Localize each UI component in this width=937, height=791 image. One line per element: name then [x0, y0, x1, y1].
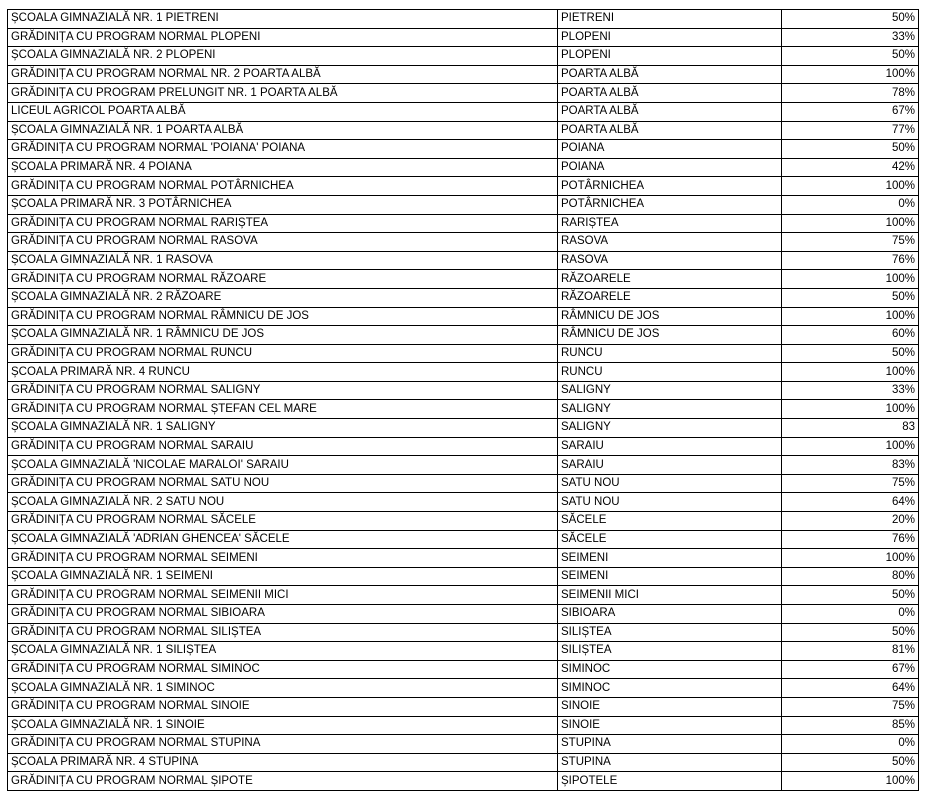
school-name-cell[interactable]: GRĂDINIȚA CU PROGRAM NORMAL SALIGNY	[8, 381, 558, 400]
school-name-cell[interactable]: GRĂDINIȚA CU PROGRAM NORMAL RĂZOARE	[8, 270, 558, 289]
table-row	[8, 772, 919, 791]
percentage-cell[interactable]: 50%	[782, 140, 919, 159]
school-name-cell[interactable]: GRĂDINIȚA CU PROGRAM NORMAL RÂMNICU DE JOS	[8, 307, 558, 326]
locality-cell[interactable]: SINOIE	[558, 716, 782, 735]
locality-cell[interactable]: SALIGNY	[558, 381, 782, 400]
percentage-cell[interactable]: 100%	[782, 549, 919, 568]
table-row	[8, 344, 919, 363]
percentage-cell[interactable]: 76%	[782, 251, 919, 270]
school-name-cell[interactable]: ȘCOALA PRIMARĂ NR. 4 STUPINA	[8, 753, 558, 772]
table-row	[8, 716, 919, 735]
percentage-cell[interactable]: 75%	[782, 697, 919, 716]
table-row	[8, 419, 919, 438]
table-row	[8, 549, 919, 568]
table-row	[8, 121, 919, 140]
table-row	[8, 10, 919, 29]
locality-cell[interactable]: SARAIU	[558, 437, 782, 456]
percentage-cell[interactable]: 100%	[782, 177, 919, 196]
table-row	[8, 28, 919, 47]
table-row	[8, 753, 919, 772]
percentage-cell[interactable]: 0%	[782, 735, 919, 754]
table-row	[8, 270, 919, 289]
percentage-cell[interactable]: 100%	[782, 214, 919, 233]
table-row	[8, 735, 919, 754]
percentage-cell[interactable]: 64%	[782, 679, 919, 698]
table-row	[8, 177, 919, 196]
percentage-cell[interactable]: 50%	[782, 288, 919, 307]
percentage-cell[interactable]: 100%	[782, 270, 919, 289]
school-name-cell[interactable]: GRĂDINIȚA CU PROGRAM NORMAL SARAIU	[8, 437, 558, 456]
school-name-cell[interactable]: GRĂDINIȚA CU PROGRAM NORMAL SIBIOARA	[8, 605, 558, 624]
school-percentage-table	[7, 9, 919, 791]
table-row	[8, 140, 919, 159]
table-row	[8, 288, 919, 307]
locality-cell[interactable]: POTÂRNICHEA	[558, 195, 782, 214]
locality-cell[interactable]: SATU NOU	[558, 493, 782, 512]
table-row	[8, 530, 919, 549]
percentage-cell[interactable]: 83%	[782, 456, 919, 475]
locality-cell[interactable]: RASOVA	[558, 251, 782, 270]
locality-cell[interactable]: SILIȘTEA	[558, 642, 782, 661]
locality-cell[interactable]: POARTA ALBĂ	[558, 121, 782, 140]
school-name-cell[interactable]: ȘCOALA GIMNAZIALĂ NR. 1 RÂMNICU DE JOS	[8, 326, 558, 345]
locality-cell[interactable]: STUPINA	[558, 753, 782, 772]
locality-cell[interactable]: POARTA ALBĂ	[558, 84, 782, 103]
percentage-cell[interactable]: 80%	[782, 567, 919, 586]
school-name-cell[interactable]: ȘCOALA GIMNAZIALĂ NR. 1 SILIȘTEA	[8, 642, 558, 661]
table-row	[8, 623, 919, 642]
percentage-cell[interactable]: 50%	[782, 10, 919, 29]
table-row	[8, 158, 919, 177]
percentage-cell[interactable]: 50%	[782, 344, 919, 363]
percentage-cell[interactable]: 100%	[782, 363, 919, 382]
locality-cell[interactable]: SĂCELE	[558, 512, 782, 531]
percentage-cell[interactable]: 50%	[782, 586, 919, 605]
table-row	[8, 567, 919, 586]
table-row	[8, 400, 919, 419]
percentage-cell[interactable]: 85%	[782, 716, 919, 735]
locality-cell[interactable]: PLOPENI	[558, 28, 782, 47]
school-name-cell[interactable]: GRĂDINIȚA CU PROGRAM NORMAL ȘIPOTE	[8, 772, 558, 791]
locality-cell[interactable]: SATU NOU	[558, 474, 782, 493]
school-name-cell[interactable]: ȘCOALA GIMNAZIALĂ NR. 1 RASOVA	[8, 251, 558, 270]
locality-cell[interactable]: SIMINOC	[558, 679, 782, 698]
locality-cell[interactable]: RĂZOARELE	[558, 270, 782, 289]
table-row	[8, 697, 919, 716]
percentage-cell[interactable]: 33%	[782, 381, 919, 400]
school-name-cell[interactable]: GRĂDINIȚA CU PROGRAM NORMAL RARIȘTEA	[8, 214, 558, 233]
locality-cell[interactable]: RASOVA	[558, 233, 782, 252]
school-name-cell[interactable]: ȘCOALA GIMNAZIALĂ NR. 1 SALIGNY	[8, 419, 558, 438]
table-row	[8, 642, 919, 661]
locality-cell[interactable]: SIMINOC	[558, 660, 782, 679]
school-name-cell[interactable]: ȘCOALA GIMNAZIALĂ NR. 2 RĂZOARE	[8, 288, 558, 307]
school-name-cell[interactable]: GRĂDINIȚA CU PROGRAM NORMAL STUPINA	[8, 735, 558, 754]
locality-cell[interactable]: PIETRENI	[558, 10, 782, 29]
table-row	[8, 456, 919, 475]
percentage-cell[interactable]: 100%	[782, 307, 919, 326]
school-name-cell[interactable]: ȘCOALA GIMNAZIALĂ NR. 1 PIETRENI	[8, 10, 558, 29]
locality-cell[interactable]: PLOPENI	[558, 47, 782, 66]
table-row	[8, 586, 919, 605]
locality-cell[interactable]: POARTA ALBĂ	[558, 65, 782, 84]
school-name-cell[interactable]: GRĂDINIȚA CU PROGRAM NORMAL POTÂRNICHEA	[8, 177, 558, 196]
school-name-cell[interactable]: ȘCOALA GIMNAZIALĂ NR. 1 SINOIE	[8, 716, 558, 735]
locality-cell[interactable]: SALIGNY	[558, 419, 782, 438]
locality-cell[interactable]: RUNCU	[558, 363, 782, 382]
locality-cell[interactable]: SĂCELE	[558, 530, 782, 549]
school-name-cell[interactable]: GRĂDINIȚA CU PROGRAM NORMAL RUNCU	[8, 344, 558, 363]
school-name-cell[interactable]: ȘCOALA GIMNAZIALĂ NR. 1 SEIMENI	[8, 567, 558, 586]
table-row	[8, 233, 919, 252]
school-name-cell[interactable]: ȘCOALA PRIMARĂ NR. 4 RUNCU	[8, 363, 558, 382]
table-row	[8, 474, 919, 493]
locality-cell[interactable]: ȘIPOTELE	[558, 772, 782, 791]
school-name-cell[interactable]: GRĂDINIȚA CU PROGRAM NORMAL SEIMENII MICI	[8, 586, 558, 605]
school-name-cell[interactable]: GRĂDINIȚA CU PROGRAM NORMAL PLOPENI	[8, 28, 558, 47]
table-row	[8, 363, 919, 382]
percentage-cell[interactable]: 20%	[782, 512, 919, 531]
school-name-cell[interactable]: GRĂDINIȚA CU PROGRAM NORMAL SĂCELE	[8, 512, 558, 531]
percentage-cell[interactable]: 0%	[782, 605, 919, 624]
locality-cell[interactable]: SARAIU	[558, 456, 782, 475]
school-name-cell[interactable]: GRĂDINIȚA CU PROGRAM NORMAL RASOVA	[8, 233, 558, 252]
percentage-cell[interactable]: 0%	[782, 195, 919, 214]
percentage-cell[interactable]: 83	[782, 419, 919, 438]
table-row	[8, 307, 919, 326]
school-name-cell[interactable]: ȘCOALA PRIMARĂ NR. 4 POIANA	[8, 158, 558, 177]
school-name-cell[interactable]: GRĂDINIȚA CU PROGRAM NORMAL ȘTEFAN CEL MARE	[8, 400, 558, 419]
table-row	[8, 381, 919, 400]
school-name-cell[interactable]: GRĂDINIȚA CU PROGRAM NORMAL SIMINOC	[8, 660, 558, 679]
percentage-cell[interactable]: 50%	[782, 753, 919, 772]
school-name-cell[interactable]: ȘCOALA GIMNAZIALĂ NR. 2 PLOPENI	[8, 47, 558, 66]
table-row	[8, 65, 919, 84]
percentage-cell[interactable]: 76%	[782, 530, 919, 549]
percentage-cell[interactable]: 77%	[782, 121, 919, 140]
table-row	[8, 84, 919, 103]
percentage-cell[interactable]: 33%	[782, 28, 919, 47]
locality-cell[interactable]: RÂMNICU DE JOS	[558, 326, 782, 345]
table-row	[8, 493, 919, 512]
percentage-cell[interactable]: 60%	[782, 326, 919, 345]
table-row	[8, 47, 919, 66]
table-row	[8, 102, 919, 121]
percentage-cell[interactable]: 75%	[782, 233, 919, 252]
school-name-cell[interactable]: LICEUL AGRICOL POARTA ALBĂ	[8, 102, 558, 121]
school-name-cell[interactable]: GRĂDINIȚA CU PROGRAM NORMAL SEIMENI	[8, 549, 558, 568]
school-name-cell[interactable]: ȘCOALA GIMNAZIALĂ NR. 1 POARTA ALBĂ	[8, 121, 558, 140]
school-name-cell[interactable]: ȘCOALA GIMNAZIALĂ NR. 1 SIMINOC	[8, 679, 558, 698]
table-row	[8, 437, 919, 456]
locality-cell[interactable]: SIBIOARA	[558, 605, 782, 624]
school-name-cell[interactable]: GRĂDINIȚA CU PROGRAM NORMAL 'POIANA' POIANA	[8, 140, 558, 159]
locality-cell[interactable]: POIANA	[558, 158, 782, 177]
percentage-cell[interactable]: 100%	[782, 437, 919, 456]
percentage-cell[interactable]: 100%	[782, 772, 919, 791]
locality-cell[interactable]: SALIGNY	[558, 400, 782, 419]
school-name-cell[interactable]: GRĂDINIȚA CU PROGRAM NORMAL NR. 2 POARTA ALBĂ	[8, 65, 558, 84]
school-name-cell[interactable]: ȘCOALA PRIMARĂ NR. 3 POTÂRNICHEA	[8, 195, 558, 214]
locality-cell[interactable]: POTÂRNICHEA	[558, 177, 782, 196]
percentage-cell[interactable]: 81%	[782, 642, 919, 661]
percentage-cell[interactable]: 64%	[782, 493, 919, 512]
locality-cell[interactable]: SEIMENI	[558, 549, 782, 568]
percentage-cell[interactable]: 78%	[782, 84, 919, 103]
table-row	[8, 605, 919, 624]
table-row	[8, 326, 919, 345]
table-body	[8, 10, 919, 791]
school-name-cell[interactable]: ȘCOALA GIMNAZIALĂ NR. 2 SATU NOU	[8, 493, 558, 512]
school-name-cell[interactable]: ȘCOALA GIMNAZIALĂ 'NICOLAE MARALOI' SARAIU	[8, 456, 558, 475]
locality-cell[interactable]: POIANA	[558, 140, 782, 159]
locality-cell[interactable]: POARTA ALBĂ	[558, 102, 782, 121]
school-name-cell[interactable]: ȘCOALA GIMNAZIALĂ 'ADRIAN GHENCEA' SĂCELE	[8, 530, 558, 549]
locality-cell[interactable]: RĂZOARELE	[558, 288, 782, 307]
locality-cell[interactable]: SEIMENII MICI	[558, 586, 782, 605]
percentage-cell[interactable]: 100%	[782, 400, 919, 419]
locality-cell[interactable]: RUNCU	[558, 344, 782, 363]
locality-cell[interactable]: SINOIE	[558, 697, 782, 716]
locality-cell[interactable]: RÂMNICU DE JOS	[558, 307, 782, 326]
percentage-cell[interactable]: 67%	[782, 102, 919, 121]
percentage-cell[interactable]: 50%	[782, 47, 919, 66]
locality-cell[interactable]: SEIMENI	[558, 567, 782, 586]
percentage-cell[interactable]: 67%	[782, 660, 919, 679]
percentage-cell[interactable]: 100%	[782, 65, 919, 84]
percentage-cell[interactable]: 50%	[782, 623, 919, 642]
school-name-cell[interactable]: GRĂDINIȚA CU PROGRAM NORMAL SINOIE	[8, 697, 558, 716]
table-row	[8, 214, 919, 233]
table-row	[8, 195, 919, 214]
table-row	[8, 512, 919, 531]
school-name-cell[interactable]: GRĂDINIȚA CU PROGRAM PRELUNGIT NR. 1 POARTA ALBĂ	[8, 84, 558, 103]
locality-cell[interactable]: RARIȘTEA	[558, 214, 782, 233]
locality-cell[interactable]: SILIȘTEA	[558, 623, 782, 642]
table-row	[8, 679, 919, 698]
school-name-cell[interactable]: GRĂDINIȚA CU PROGRAM NORMAL SATU NOU	[8, 474, 558, 493]
table-row	[8, 251, 919, 270]
percentage-cell[interactable]: 42%	[782, 158, 919, 177]
locality-cell[interactable]: STUPINA	[558, 735, 782, 754]
percentage-cell[interactable]: 75%	[782, 474, 919, 493]
school-name-cell[interactable]: GRĂDINIȚA CU PROGRAM NORMAL SILIȘTEA	[8, 623, 558, 642]
table-row	[8, 660, 919, 679]
